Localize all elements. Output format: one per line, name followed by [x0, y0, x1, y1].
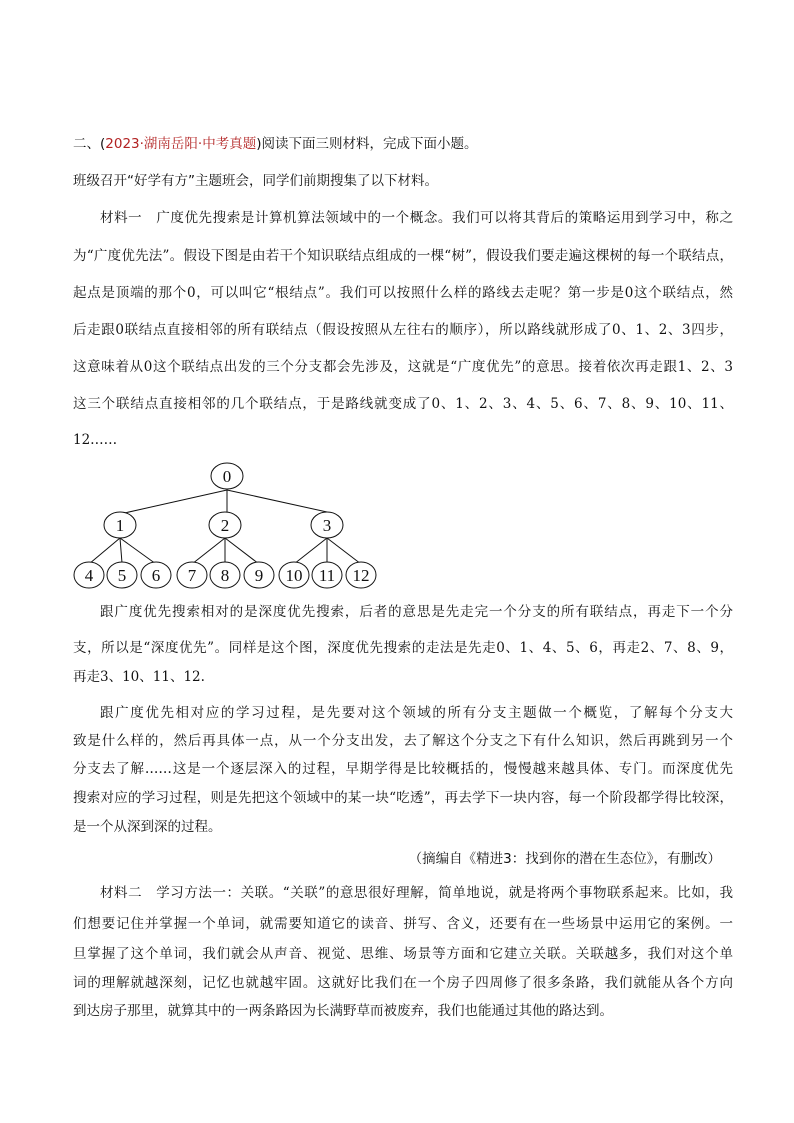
material2-line: 到达房子那里，就算其中的一两条路因为长满野草而被废弃，我们也能通过其他的路达到。	[73, 1003, 613, 1019]
material2-line: 们想要记住并掌握一个单词，就需要知道它的读音、拼写、含义，还要有在一些场景中运用它的案例。一	[73, 916, 733, 932]
tree-node-label: 6	[151, 566, 161, 585]
citation: （摘编自《精进3：找到你的潜在生态位》，有删改）	[408, 851, 721, 867]
paragraph-line: 搜索对应的学习过程，则是先把这个领域中的某一块“吃透”，再去学下一块内容，每一个阶段都学得比较深，	[73, 790, 733, 806]
tree-node-label: 3	[322, 516, 332, 535]
tree-node-label: 2	[220, 516, 230, 535]
tree-node-label: 5	[117, 566, 127, 585]
tree-node-label: 8	[220, 566, 230, 585]
tree-node-label: 0	[222, 467, 232, 486]
paragraph-line: 跟广度优先相对应的学习过程，是先要对这个领域的所有分支主题做一个概览，了解每个分支大	[100, 705, 733, 721]
material1-line: 12……	[73, 432, 118, 448]
paragraph-line: 再走3、10、11、12.	[73, 669, 205, 685]
question-heading	[73, 134, 733, 154]
material1-line: 为“广度优先法”。假设下图是由若干个知识联结点组成的一棵“树”，假设我们要走遍这棵树的每一个联结点，	[73, 248, 733, 264]
material2-line: 词的理解就越深刻，记忆也就越牢固。这就好比我们在一个房子四周修了很多条路，我们就能从各个方向	[73, 975, 733, 991]
material2-line: 旦掌握了这个单词，我们就会从声音、视觉、思维、场景等方面和它建立关联。关联越多，我们对这个单	[73, 946, 733, 962]
tree-node-label: 4	[84, 566, 94, 585]
paragraph-line: 支，所以是“深度优先”。同样是这个图，深度优先搜索的走法是先走0、1、4、5、6，再走2、7、8、9，	[73, 640, 733, 656]
paragraph-line: 分支去了解……这是一个逐层深入的过程，早期学得是比较概括的，慢慢越来越具体、专门。而深度优先	[73, 761, 733, 777]
material1-line: 这意味着从0这个联结点出发的三个分支都会先涉及，这就是“广度优先”的意思。接着依次再走跟1、2、3	[73, 359, 733, 375]
material1-line: 起点是顶端的那个0，可以叫它“根结点”。我们可以按照什么样的路线去走呢？第一步是0这个联结点，然	[73, 285, 733, 301]
material1-line: 材料一 广度优先搜索是计算机算法领域中的一个概念。我们可以将其背后的策略运用到学习中，称之	[100, 210, 733, 226]
question-prefix: 二、(	[73, 136, 106, 152]
question-source: 2023·湖南岳阳·中考真题	[105, 136, 257, 152]
tree-node-label: 7	[187, 566, 197, 585]
paragraph-line: 跟广度优先搜索相对的是深度优先搜索，后者的意思是先走完一个分支的所有联结点，再走下一个分	[100, 604, 733, 620]
material2-line: 材料二 学习方法一：关联。“关联”的意思很好理解，简单地说，就是将两个事物联系起来。比如，我	[100, 885, 733, 901]
paragraph-line: 致是什么样的，然后再具体一点，从一个分支出发，去了解这个分支之下有什么知识，然后再跳到另一个	[73, 733, 733, 749]
tree-node-label: 12	[352, 566, 370, 585]
question-suffix: )阅读下面三则材料，完成下面小题。	[256, 136, 478, 152]
material1-line: 后走跟0联结点直接相邻的所有联结点（假设按照从左往右的顺序），所以路线就形成了0、1、2、3四步，	[73, 322, 733, 338]
knowledge-tree-diagram	[72, 460, 382, 590]
tree-node-label: 1	[115, 516, 125, 535]
material1-line: 这三个联结点直接相邻的几个联结点，于是路线就变成了0、1、2、3、4、5、6、7、8、9、10、11、	[73, 396, 733, 412]
tree-node-label: 10	[285, 566, 303, 585]
intro-text: 班级召开“好学有方”主题班会，同学们前期搜集了以下材料。	[73, 173, 438, 189]
tree-node-label: 11	[318, 566, 336, 585]
tree-node-label: 9	[254, 566, 264, 585]
paragraph-line: 是一个从深到深的过程。	[73, 819, 222, 835]
